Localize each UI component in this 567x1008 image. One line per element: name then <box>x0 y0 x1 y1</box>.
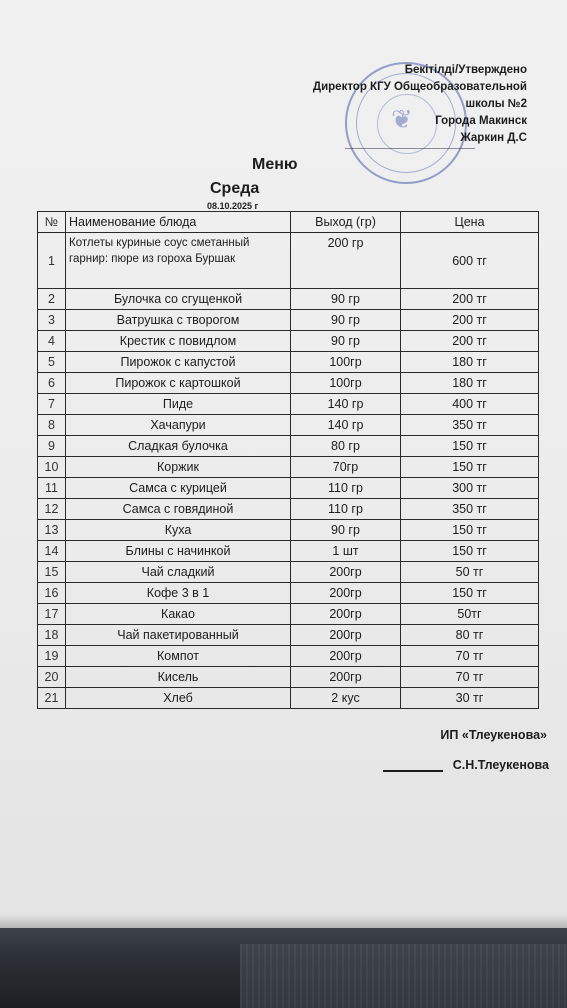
cell-dish-name: Блины с начинкой <box>66 541 291 562</box>
cell-dish-name: Куха <box>66 520 291 541</box>
cell-price: 150 тг <box>401 457 539 478</box>
cell-number: 8 <box>38 415 66 436</box>
cell-portion: 90 гр <box>291 331 401 352</box>
approval-line: школы №2 <box>465 98 527 110</box>
cell-number: 10 <box>38 457 66 478</box>
cell-dish-name: Хлеб <box>66 688 291 709</box>
cell-portion: 140 гр <box>291 394 401 415</box>
table-row <box>38 310 539 331</box>
company-name: ИП «Тлеукенова» <box>440 728 547 742</box>
cell-number: 7 <box>38 394 66 415</box>
cell-portion: 110 гр <box>291 478 401 499</box>
table-row <box>38 331 539 352</box>
cell-portion: 70гр <box>291 457 401 478</box>
table-row <box>38 625 539 646</box>
table-row <box>38 541 539 562</box>
table-row <box>38 499 539 520</box>
table-row <box>38 646 539 667</box>
cell-dish-name: Коржик <box>66 457 291 478</box>
menu-date: 08.10.2025 г <box>207 201 259 211</box>
cell-number: 11 <box>38 478 66 499</box>
cell-dish-name: Кисель <box>66 667 291 688</box>
approval-line: Города Макинск <box>435 115 527 127</box>
cell-price: 150 тг <box>401 583 539 604</box>
day-of-week: Среда <box>210 180 260 197</box>
cell-dish-name: Пирожок с капустой <box>66 352 291 373</box>
director-signature-line <box>345 148 475 149</box>
cell-dish-name: Пирожок с картошкой <box>66 373 291 394</box>
cell-number: 6 <box>38 373 66 394</box>
cell-portion: 100гр <box>291 373 401 394</box>
column-header-portion: Выход (гр) <box>291 212 401 233</box>
table-row <box>38 667 539 688</box>
cell-portion: 100гр <box>291 352 401 373</box>
cell-price: 350 тг <box>401 415 539 436</box>
cell-number: 4 <box>38 331 66 352</box>
cell-price: 200 тг <box>401 310 539 331</box>
cell-dish-name: Котлеты куриные соус сметанный гарнир: пюре из гороха Буршак <box>66 233 291 289</box>
stamp-emblem-icon: ❦ <box>391 104 413 134</box>
cell-portion: 200гр <box>291 604 401 625</box>
cell-price: 600 тг <box>401 233 539 289</box>
cell-portion: 200гр <box>291 562 401 583</box>
approval-line: Директор КГУ Общеобразовательной <box>312 81 527 93</box>
cell-number: 20 <box>38 667 66 688</box>
cell-dish-name: Компот <box>66 646 291 667</box>
cell-number: 1 <box>38 233 66 289</box>
column-header-number: № <box>38 212 66 233</box>
cell-number: 15 <box>38 562 66 583</box>
cell-price: 180 тг <box>401 352 539 373</box>
cell-portion: 90 гр <box>291 520 401 541</box>
cell-dish-name: Булочка со сгущенкой <box>66 289 291 310</box>
table-row <box>38 415 539 436</box>
table-row <box>38 352 539 373</box>
cell-price: 70 тг <box>401 646 539 667</box>
cell-price: 400 тг <box>401 394 539 415</box>
cell-dish-name: Сладкая булочка <box>66 436 291 457</box>
cell-dish-name: Хачапури <box>66 415 291 436</box>
cell-price: 150 тг <box>401 541 539 562</box>
cell-portion: 110 гр <box>291 499 401 520</box>
cell-dish-name: Какао <box>66 604 291 625</box>
cell-portion: 200 гр <box>291 233 401 289</box>
cell-price: 200 тг <box>401 331 539 352</box>
cell-dish-name: Ватрушка с творогом <box>66 310 291 331</box>
table-row <box>38 688 539 709</box>
cell-dish-name: Самса с курицей <box>66 478 291 499</box>
cell-price: 180 тг <box>401 373 539 394</box>
cell-number: 3 <box>38 310 66 331</box>
cell-portion: 2 кус <box>291 688 401 709</box>
cell-number: 9 <box>38 436 66 457</box>
page-title: Меню <box>252 156 298 173</box>
table-header-row <box>38 212 539 233</box>
table-row <box>38 562 539 583</box>
cell-portion: 200гр <box>291 625 401 646</box>
cell-number: 17 <box>38 604 66 625</box>
table-row <box>38 373 539 394</box>
table-row <box>38 394 539 415</box>
signature-blank-line <box>383 770 443 772</box>
cell-number: 21 <box>38 688 66 709</box>
cell-price: 50 тг <box>401 562 539 583</box>
cell-number: 5 <box>38 352 66 373</box>
cell-price: 50тг <box>401 604 539 625</box>
cell-price: 300 тг <box>401 478 539 499</box>
cell-dish-name: Крестик с повидлом <box>66 331 291 352</box>
table-row <box>38 233 539 289</box>
cell-portion: 90 гр <box>291 289 401 310</box>
cell-dish-name: Чай пакетированный <box>66 625 291 646</box>
cell-portion: 140 гр <box>291 415 401 436</box>
column-header-price: Цена <box>401 212 539 233</box>
table-row <box>38 289 539 310</box>
table-row <box>38 604 539 625</box>
cell-price: 80 тг <box>401 625 539 646</box>
column-header-dish: Наименование блюда <box>66 212 291 233</box>
cell-portion: 200гр <box>291 646 401 667</box>
cell-portion: 1 шт <box>291 541 401 562</box>
cell-number: 18 <box>38 625 66 646</box>
cell-portion: 80 гр <box>291 436 401 457</box>
cell-price: 70 тг <box>401 667 539 688</box>
table-row <box>38 583 539 604</box>
cell-number: 16 <box>38 583 66 604</box>
table-row <box>38 478 539 499</box>
cell-price: 30 тг <box>401 688 539 709</box>
cell-portion: 200гр <box>291 667 401 688</box>
cell-dish-name: Чай сладкий <box>66 562 291 583</box>
cell-number: 19 <box>38 646 66 667</box>
table-row <box>38 436 539 457</box>
cell-price: 350 тг <box>401 499 539 520</box>
cell-number: 2 <box>38 289 66 310</box>
table-row <box>38 520 539 541</box>
cell-number: 14 <box>38 541 66 562</box>
cell-dish-name: Пиде <box>66 394 291 415</box>
signer-name: С.Н.Тлеукенова <box>452 758 549 772</box>
cell-dish-name: Самса с говядиной <box>66 499 291 520</box>
cell-portion: 200гр <box>291 583 401 604</box>
menu-table <box>37 211 539 709</box>
cell-price: 200 тг <box>401 289 539 310</box>
cell-price: 150 тг <box>401 520 539 541</box>
cell-price: 150 тг <box>401 436 539 457</box>
cell-number: 13 <box>38 520 66 541</box>
cell-number: 12 <box>38 499 66 520</box>
table-row <box>38 457 539 478</box>
cell-portion: 90 гр <box>291 310 401 331</box>
cell-dish-name: Кофе 3 в 1 <box>66 583 291 604</box>
approval-line: Жаркин Д.С <box>460 132 527 144</box>
approval-block <box>287 62 527 147</box>
approval-line: Бекітілді/Утверждено <box>404 64 527 76</box>
